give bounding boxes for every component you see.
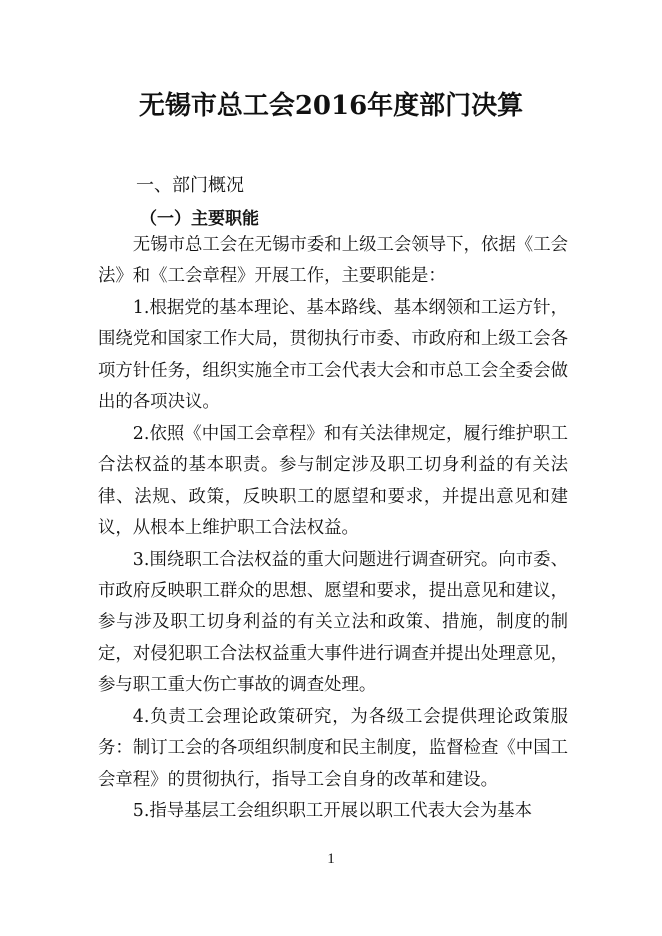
- body-text: [98, 230, 568, 828]
- paragraph-item-3: 3.围绕职工合法权益的重大问题进行调查研究。向市委、市政府反映职工群众的思想、愿望和要求，提出意见和建议，参与涉及职工切身利益的有关立法和政策、措施，制度的制定，对侵犯职工合法权益重大事件进行调查并提出处理意见，参与职工重大伤亡事故的调查处理。: [98, 549, 568, 696]
- paragraph-item-2: 2.依照《中国工会章程》和有关法律规定，履行维护职工合法权益的基本职责。参与制定涉及职工切身利益的有关法律、法规、政策，反映职工的愿望和要求，并提出意见和建议，从根本上维护职工合法权益。: [98, 423, 568, 539]
- paragraph-intro: 无锡市总工会在无锡市委和上级工会领导下，依据《工会法》和《工会章程》开展工作，主要职能是：: [98, 235, 568, 287]
- document-title: 无锡市总工会2016年度部门决算: [138, 91, 524, 121]
- paragraph-item-4: 4.负责工会理论政策研究，为各级工会提供理论政策服务：制订工会的各项组织制度和民主制度，监督检查《中国工会章程》的贯彻执行，指导工会自身的改革和建设。: [98, 706, 568, 790]
- paragraph-item-5: 5.指导基层工会组织职工开展以职工代表大会为基本: [132, 801, 532, 822]
- section-heading: 一、部门概况: [136, 175, 244, 196]
- subsection-heading: （一）主要职能: [140, 209, 259, 229]
- paragraph-item-1: 1.根据党的基本理论、基本路线、基本纲领和工运方针，围绕党和国家工作大局，贯彻执行市委、市政府和上级工会各项方针任务，组织实施全市工会代表大会和市总工会全委会做出的各项决议。: [98, 297, 568, 413]
- page-number: 1: [327, 851, 335, 867]
